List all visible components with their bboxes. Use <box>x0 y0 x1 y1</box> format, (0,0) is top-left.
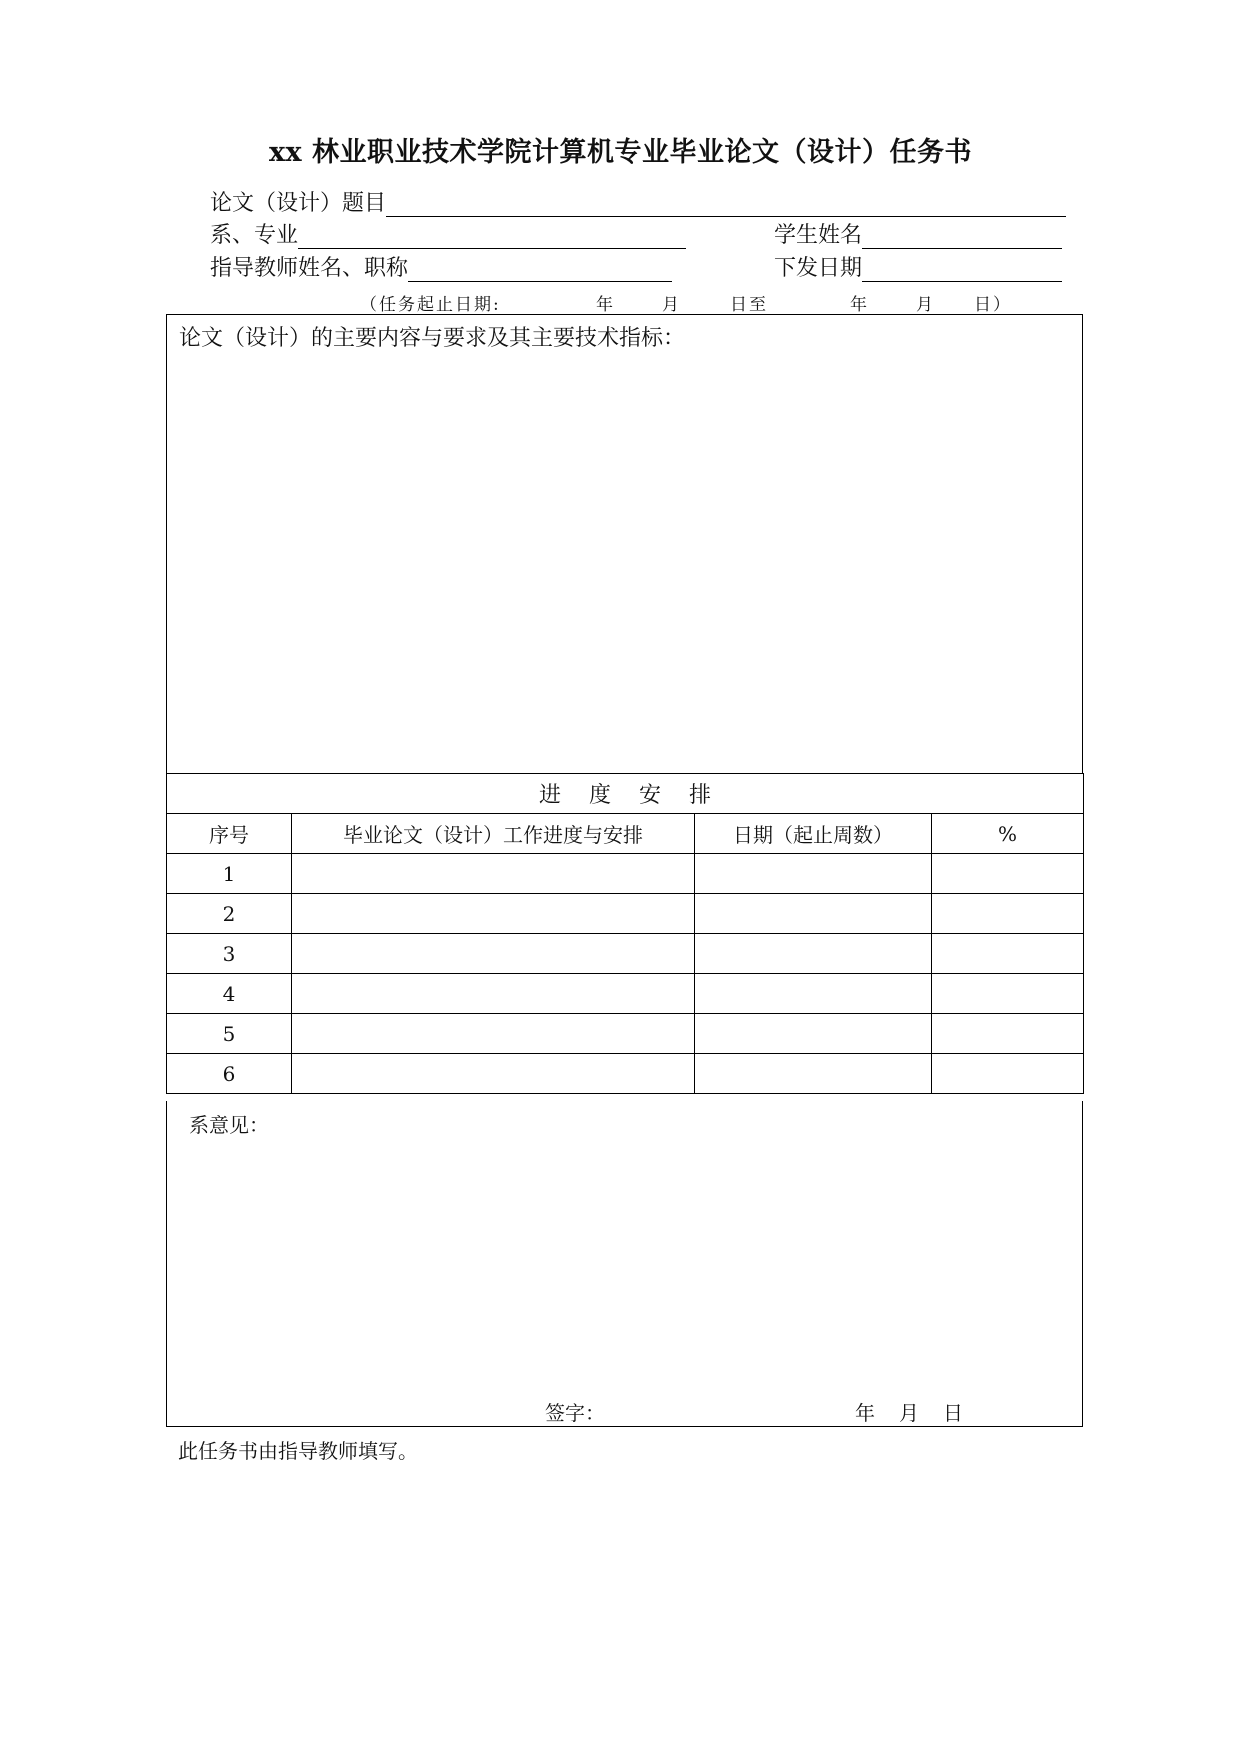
period-month-2: 月 <box>916 295 935 315</box>
student-field[interactable] <box>774 218 1062 249</box>
percent-cell[interactable] <box>932 974 1084 1014</box>
progress-cell[interactable] <box>292 934 695 974</box>
table-row <box>167 974 1084 1014</box>
dept-label: 系、专业 <box>210 223 299 248</box>
topic-blank[interactable] <box>386 194 1066 217</box>
percent-cell[interactable] <box>932 934 1084 974</box>
content-label: 论文（设计）的主要内容与要求及其主要技术指标： <box>179 326 686 351</box>
col-header-percent: % <box>932 814 1084 854</box>
topic-label: 论文（设计）题目 <box>210 191 387 216</box>
period-day-close: 日） <box>974 295 1012 315</box>
percent-cell[interactable] <box>932 854 1084 894</box>
dept-field[interactable] <box>210 218 686 249</box>
schedule-table <box>166 773 1084 1094</box>
opinion-day: 日 <box>943 1401 963 1425</box>
period-year-1: 年 <box>596 295 615 315</box>
col-header-index: 序号 <box>167 814 292 854</box>
advisor-blank[interactable] <box>408 259 672 282</box>
row-index: 2 <box>167 894 292 934</box>
date-cell[interactable] <box>695 1014 932 1054</box>
footer-note: 此任务书由指导教师填写。 <box>178 1439 418 1463</box>
content-box[interactable] <box>166 314 1083 774</box>
issue-date-field[interactable] <box>774 251 1062 282</box>
period-month-1: 月 <box>662 295 681 315</box>
period-open: （任务起止日期: <box>360 295 501 315</box>
dept-blank[interactable] <box>298 226 686 249</box>
table-row <box>167 934 1084 974</box>
row-index: 6 <box>167 1054 292 1094</box>
percent-cell[interactable] <box>932 894 1084 934</box>
period-year-2: 年 <box>850 295 869 315</box>
opinion-year: 年 <box>855 1401 875 1425</box>
schedule-heading: 进度安排 <box>167 774 1084 814</box>
issue-date-blank[interactable] <box>862 259 1062 282</box>
date-cell[interactable] <box>695 854 932 894</box>
col-header-progress: 毕业论文（设计）工作进度与安排 <box>292 814 695 854</box>
advisor-field[interactable] <box>210 251 672 282</box>
progress-cell[interactable] <box>292 1054 695 1094</box>
row-index: 4 <box>167 974 292 1014</box>
student-label: 学生姓名 <box>774 223 863 248</box>
table-row <box>167 854 1084 894</box>
date-cell[interactable] <box>695 934 932 974</box>
table-row <box>167 1014 1084 1054</box>
progress-cell[interactable] <box>292 894 695 934</box>
row-index: 1 <box>167 854 292 894</box>
percent-cell[interactable] <box>932 1014 1084 1054</box>
opinion-month: 月 <box>899 1401 919 1425</box>
student-blank[interactable] <box>862 226 1062 249</box>
col-header-date: 日期（起止周数） <box>695 814 932 854</box>
date-cell[interactable] <box>695 894 932 934</box>
progress-cell[interactable] <box>292 1014 695 1054</box>
date-cell[interactable] <box>695 974 932 1014</box>
page-title: xx 林业职业技术学院计算机专业毕业论文（设计）任务书 <box>268 137 973 168</box>
percent-cell[interactable] <box>932 1054 1084 1094</box>
topic-field[interactable] <box>210 186 1066 217</box>
advisor-label: 指导教师姓名、职称 <box>210 256 409 281</box>
progress-cell[interactable] <box>292 854 695 894</box>
schedule-header-row <box>167 814 1084 854</box>
issue-date-label: 下发日期 <box>774 256 863 281</box>
row-index: 3 <box>167 934 292 974</box>
progress-cell[interactable] <box>292 974 695 1014</box>
opinion-label: 系意见： <box>189 1113 269 1137</box>
row-index: 5 <box>167 1014 292 1054</box>
table-row <box>167 894 1084 934</box>
period-day-to: 日至 <box>730 295 768 315</box>
table-row <box>167 1054 1084 1094</box>
opinion-box[interactable] <box>166 1101 1083 1427</box>
date-cell[interactable] <box>695 1054 932 1094</box>
signature-label: 签字： <box>545 1401 605 1425</box>
